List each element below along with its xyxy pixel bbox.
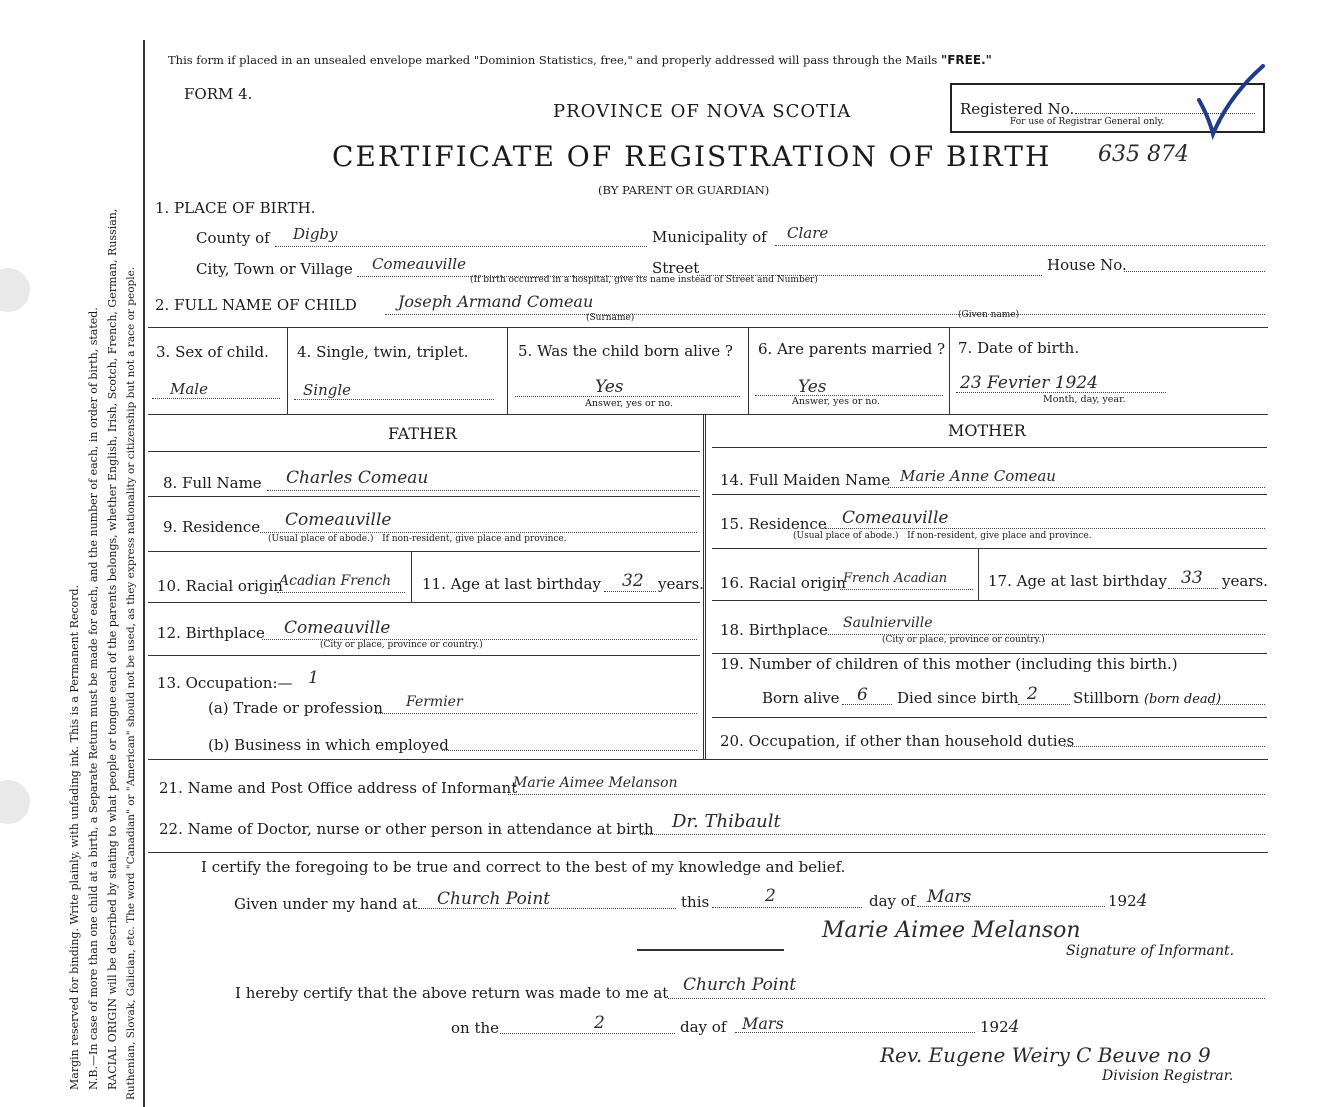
certificate-subtitle: (BY PARENT OR GUARDIAN) (598, 183, 770, 197)
child-name-label: 2. FULL NAME OF CHILD (155, 296, 357, 314)
margin-rule (143, 40, 145, 1107)
registrar-day-value: 2 (594, 1013, 605, 1033)
sex-value: Male (170, 380, 208, 398)
margin-note-2: N.B.—In case of more than one child at a birth, a Separate Return must be made for each, and the number of each, in order of birth, stated. (87, 307, 100, 1090)
hospital-note: (If birth occurred in a hospital, give its name instead of Street and Number) (470, 275, 818, 285)
given-note: (Given name) (958, 310, 1020, 320)
city-label: City, Town or Village (196, 260, 353, 278)
certify-day-value: 2 (765, 886, 776, 906)
registrar-year-prefix: 192 (980, 1018, 1009, 1036)
mother-abode-text: (Usual place of abode.) (793, 531, 899, 541)
registrar-month-value: Mars (742, 1014, 784, 1033)
place-heading: 1. PLACE OF BIRTH. (155, 199, 316, 217)
mother-racial-value: French Acadian (843, 571, 948, 586)
registrar-role-label: Division Registrar. (1102, 1068, 1234, 1084)
city-value: Comeauville (372, 255, 466, 273)
child-name-value: Joseph Armand Comeau (398, 292, 594, 311)
father-occupation-mark: 1 (308, 668, 319, 688)
mother-children-label: 19. Number of children of this mother (including this birth.) (720, 655, 1178, 673)
mother-racial-label: 16. Racial origin (720, 574, 846, 592)
mail-notice (168, 53, 992, 67)
province-title: PROVINCE OF NOVA SCOTIA (553, 101, 852, 122)
registrar-place-value: Church Point (683, 975, 797, 995)
margin-note-4: Ruthenian, Slovak, Galician, etc. The word "Canadian" or "American" should not be used, as they express nationality or citizenship but not a race or people. (125, 266, 137, 1100)
mother-name-label: 14. Full Maiden Name (720, 471, 891, 489)
married-answer-note: Answer, yes or no. (792, 396, 881, 407)
informant-signature: Marie Aimee Melanson (822, 918, 1081, 943)
doctor-value: Dr. Thibault (672, 811, 781, 832)
certificate-title: CERTIFICATE OF REGISTRATION OF BIRTH (332, 140, 1052, 173)
stillborn-text: Stillborn (1073, 689, 1140, 707)
certify-year-digit: 4 (1136, 891, 1148, 911)
father-abode-note (268, 534, 567, 544)
married-value: Yes (798, 377, 827, 397)
stillborn-note: (born dead) (1143, 692, 1222, 707)
father-trade-value: Fermier (406, 694, 463, 710)
mother-name-value: Marie Anne Comeau (900, 467, 1056, 485)
given-place-value: Church Point (437, 889, 551, 909)
on-the-label: on the (451, 1019, 500, 1037)
married-label: 6. Are parents married ? (758, 340, 946, 358)
registrar-note: For use of Registrar General only. (1010, 117, 1165, 127)
county-label: County of (196, 229, 270, 247)
mail-notice-text: This form if placed in an unsealed envelope marked "Dominion Statistics, free," and properly addressed will pass through the Mails (168, 53, 938, 67)
margin-note-3: RACIAL ORIGIN will be described by stating to what people or tongue each of the parents belongs, whether English, Irish, Scotch, French, German, Russian, (106, 208, 119, 1090)
father-abode-text: (Usual place of abode.) (268, 534, 374, 544)
certify-month-value: Mars (927, 887, 972, 907)
street-label: Street (652, 259, 700, 277)
mother-years: years. (1222, 572, 1268, 590)
father-residence-value: Comeauville (285, 510, 392, 530)
mother-age-label: 17. Age at last birthday (988, 572, 1167, 590)
check-mark-icon (1195, 60, 1270, 140)
house-label: House No. (1047, 256, 1127, 274)
mother-birthplace-value: Saulnierville (843, 615, 933, 631)
informant-signature-label: Signature of Informant. (1066, 943, 1235, 959)
municipality-label: Municipality of (652, 228, 767, 246)
died-value: 2 (1027, 684, 1038, 704)
registration-number: 635 874 (1098, 142, 1189, 167)
registrar-year-digit: 4 (1008, 1017, 1020, 1037)
mother-age-value: 33 (1181, 568, 1203, 588)
given-label: Given under my hand at (234, 895, 418, 913)
mother-residence-value: Comeauville (842, 508, 949, 528)
father-name-label: 8. Full Name (163, 474, 262, 492)
registrar-day-of-label: day of (680, 1018, 727, 1036)
municipality-value: Clare (787, 224, 829, 242)
informant-value: Marie Aimee Melanson (513, 775, 678, 791)
sex-label: 3. Sex of child. (156, 343, 269, 361)
registrar-year (980, 1017, 1019, 1037)
certify-year-prefix: 192 (1108, 892, 1137, 910)
father-birthplace-value: Comeauville (284, 618, 391, 638)
informant-label: 21. Name and Post Office address of Informant (159, 779, 518, 797)
died-label: Died since birth (897, 689, 1019, 707)
registrar-signature: Rev. Eugene Weiry C Beuve no 9 (880, 1043, 1211, 1067)
single-value: Single (303, 381, 352, 399)
father-heading: FATHER (388, 424, 457, 443)
mother-city-note: (City or place, province or country.) (882, 635, 1045, 645)
mail-free: "FREE." (940, 53, 992, 67)
father-name-value: Charles Comeau (286, 468, 429, 488)
father-residence-label: 9. Residence (163, 518, 261, 536)
alive-answer-note: Answer, yes or no. (585, 398, 674, 409)
alive-label: 5. Was the child born alive ? (518, 342, 733, 360)
punch-hole-bottom (0, 780, 30, 824)
dob-label: 7. Date of birth. (958, 339, 1080, 357)
form-number: FORM 4. (184, 85, 253, 103)
margin-note-1: Margin reserved for binding. Write plainly, with unfading ink. This is a Permanent Record. (68, 584, 81, 1090)
single-label: 4. Single, twin, triplet. (297, 343, 469, 361)
dob-value: 23 Fevrier 1924 (960, 373, 1098, 393)
mother-nonres-text: If non-resident, give place and province. (907, 531, 1092, 541)
mother-abode-note (793, 531, 1092, 541)
born-alive-label: Born alive (762, 689, 840, 707)
father-years: years. (658, 575, 704, 593)
father-age-value: 32 (622, 571, 644, 591)
father-racial-value: Acadian French (279, 573, 392, 589)
father-business-label: (b) Business in which employed (208, 736, 449, 754)
father-city-note: (City or place, province or country.) (320, 640, 483, 650)
this-label: this (681, 893, 710, 911)
father-racial-label: 10. Racial origin (157, 577, 283, 595)
father-birthplace-label: 12. Birthplace (157, 624, 265, 642)
registrar-statement: I hereby certify that the above return was made to me at (235, 984, 669, 1002)
mother-heading: MOTHER (948, 421, 1026, 440)
alive-value: Yes (595, 377, 624, 397)
father-age-label: 11. Age at last birthday (422, 575, 601, 593)
father-nonres-text: If non-resident, give place and province. (382, 534, 567, 544)
father-trade-label: (a) Trade or profession (208, 699, 383, 717)
day-of-label: day of (869, 892, 916, 910)
punch-hole-top (0, 268, 30, 312)
mother-residence-label: 15. Residence (720, 515, 827, 533)
doctor-label: 22. Name of Doctor, nurse or other person in attendance at birth (159, 820, 654, 838)
born-alive-value: 6 (857, 685, 868, 705)
stillborn-label (1073, 689, 1221, 707)
county-value: Digby (293, 225, 338, 243)
mother-birthplace-label: 18. Birthplace (720, 621, 828, 639)
mother-occupation-label: 20. Occupation, if other than household duties (720, 732, 1075, 750)
certify-statement: I certify the foregoing to be true and correct to the best of my knowledge and belief. (201, 858, 846, 876)
father-occupation-label: 13. Occupation:— (157, 674, 293, 692)
registered-label: Registered No. (960, 100, 1075, 118)
certify-year (1108, 891, 1147, 911)
surname-note: (Surname) (586, 313, 635, 323)
dob-note: Month, day, year. (1043, 394, 1126, 405)
